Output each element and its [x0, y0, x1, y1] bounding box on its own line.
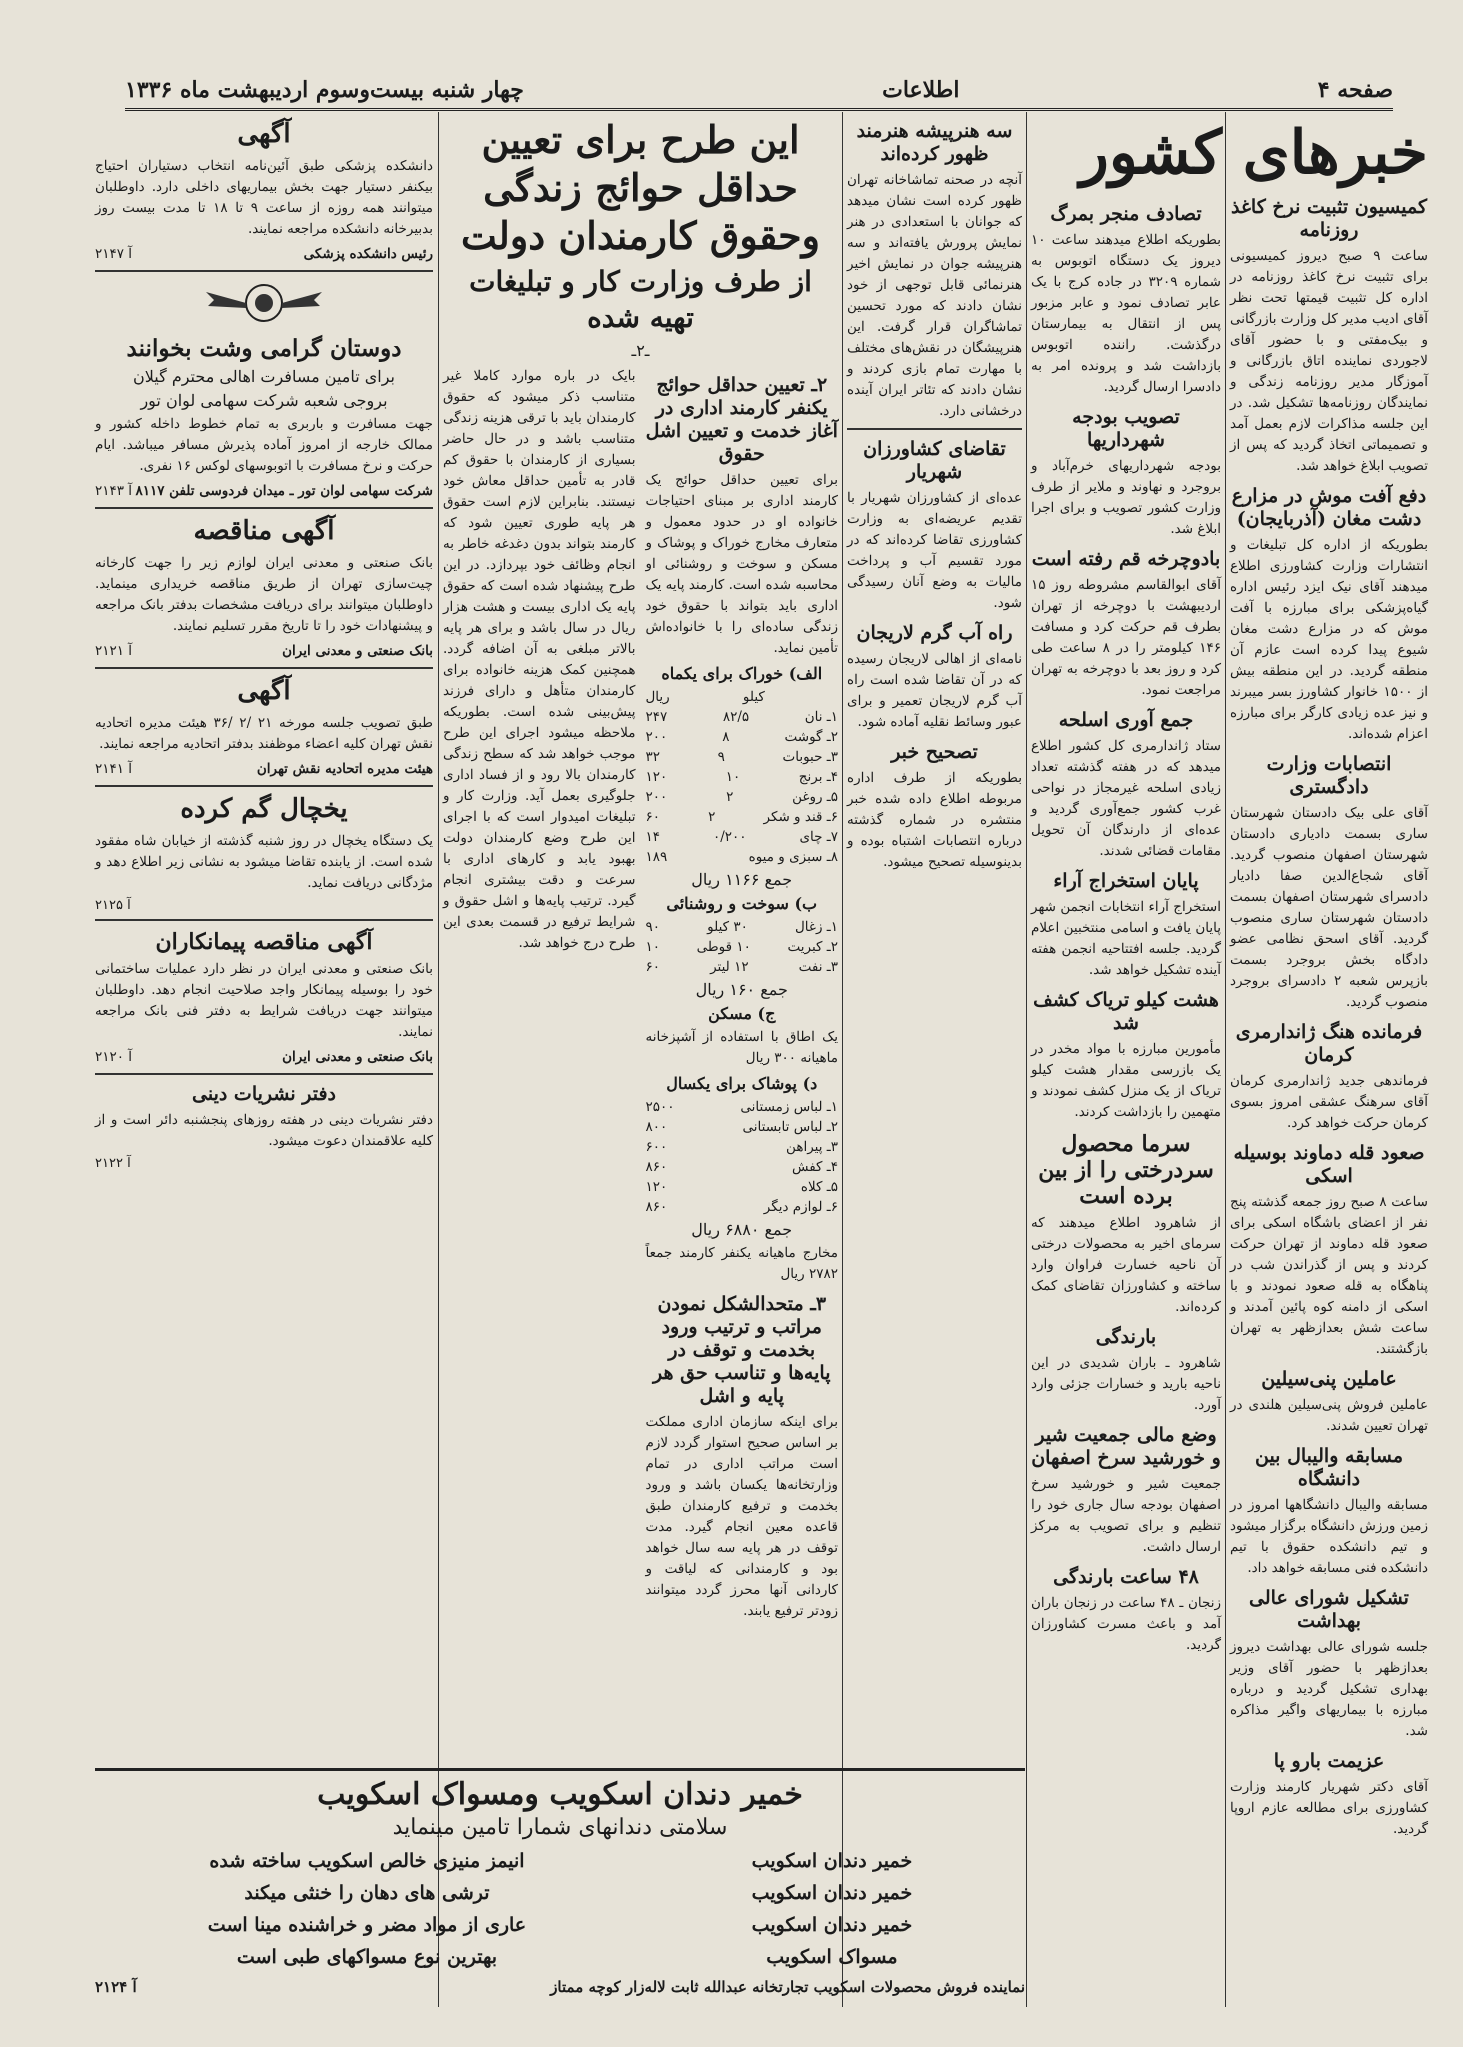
- ad-block: [95, 515, 433, 661]
- ad-code: آ ۲۱۴۳: [95, 483, 133, 499]
- table-cell: ۸۲/۵: [722, 709, 750, 725]
- table-cell: ۱۲۰: [645, 769, 668, 785]
- news-body: شاهرود ـ باران شدیدی در این ناحیه بارید و خسارات جزئی وارد آورد.: [1031, 1355, 1221, 1413]
- news-body: بطوریکه اطلاع میدهند ساعت ۱۰ دیروز یک دستگاه اتوبوس به شماره ۳۲۰۹ در جاده کرج با یک عابر تصادف نمود و عابر مزبور پس از انتقال به بیمارستان درگذشت. راننده اتوبوس بازداشت شد و پرونده امر به دادسرا ارسال گردید.: [1031, 232, 1221, 395]
- table-cell: ۱ـ زغال: [794, 919, 838, 935]
- table-row: [646, 937, 839, 957]
- ad-title: آگهی مناقصه: [193, 516, 335, 546]
- news-item: [1031, 548, 1221, 701]
- news-title: جمع آوری اسلحه: [1058, 709, 1194, 731]
- table-cell: ۳۲: [645, 749, 661, 765]
- unit-label: کیلو: [742, 689, 765, 705]
- article-body: بایک در باره موارد کاملا غیر متناسب ذکر میشود که حقوق کارمندان باید با ترقی هزینه زندگی متناسب باشد و در حال حاضر بسیاری از کارمندان با حقوق کم قادر به تأمین حداقل معاش خود نیستند. بنابراین لازم است حقوق هر پایه طوری تعیین شود که کارمند بتواند بدون دغدغه خاطر به انجام وظائف خود بپردازد. در این طرح پیشنهاد شده است که حقوق پایه یک اداری بیست و هشت هزار ریال در سال باشد و برای هر پایه بالاتر مبلغی به آن اضافه گردد. همچنین کمک هزینه خانواده برای کارمندان متأهل و دارای فرزند پیش‌بینی شده است. بطوریکه ملاحظه میشود اجرای این طرح موجب خواهد شد که سطح زندگی کارمندان بالا رود و از فساد اداری جلوگیری بعمل آید. وزارت کار و تبلیغات امیدوار است که با اجرای این طرح وضع کارمندان دولت بهبود یابد و کارهای اداری با سرعت و دقت بیشتری انجام گیرد. ترتیب پایه‌ها و اشل حقوق و شرایط ترفیع در قسمت بعدی این طرح درج خواهد شد.: [443, 368, 636, 951]
- ad-lines: [95, 1845, 1025, 1973]
- food-total: جمع ۱۱۶۶ ریال: [691, 870, 793, 889]
- divider: [95, 270, 433, 272]
- ad-line: مسواک اسکویب: [766, 1946, 898, 1968]
- table-cell: ۳۰ کیلو: [707, 919, 748, 935]
- news-item: [847, 120, 1022, 422]
- news-title: هشت کیلو تریاک کشف شد: [1033, 989, 1219, 1034]
- news-item: [1031, 709, 1221, 862]
- news-body: ساعت ۸ صبح روز جمعه گذشته پنج نفر از اعضای باشگاه اسکی برای صعود قله دماوند از تهران حرکت کردند و پس از گذراندن شب در پناهگاه به قله صعود نمودند و با اسکی از دامنه کوه پائین آمدند و ساعت شش بعدازظهر به تهران بازگشتند.: [1230, 1194, 1428, 1357]
- ad-title: دفتر نشریات دینی: [192, 1083, 336, 1105]
- ad-body: یک دستگاه یخچال در روز شنبه گذشته از خیابان شاه مفقود شده است. از یابنده تقاضا میشود به نشانی زیر اطلاع دهد و مژدگانی دریافت نماید.: [95, 833, 433, 891]
- table-cell: ۴ـ برنج: [798, 769, 838, 785]
- news-title: فرمانده هنگ ژاندارمری کرمان: [1235, 1021, 1423, 1066]
- ad-title: آگهی: [237, 119, 291, 149]
- news-item: [1230, 485, 1428, 745]
- table-cell: ۱ـ لباس زمستانی: [740, 1099, 838, 1115]
- news-title: سه هنرپیشه هنرمند ظهور کرده‌اند: [856, 120, 1013, 165]
- table-cell: ۸۶۰: [645, 1199, 668, 1215]
- news-item: [1031, 1131, 1221, 1318]
- article-body: برای اینکه سازمان اداری مملکت بر اساس صحیح استوار گردد لازم است مراتب اداری در تمام وزارتخانه‌ها یکسان باشد و ورود بخدمت و ترفیع کارمندان طبق قاعده معین انجام گیرد. مدت توقف در هر پایه سه سال خواهد بود و کارمندانی که لیاقت و کاردانی آنها محرز گردد میتوانند زودتر ترفیع یابند.: [645, 1414, 838, 1619]
- ad-footer: [95, 244, 433, 264]
- table-cell: ۱۰ قوطی: [696, 939, 751, 955]
- ad-block: [95, 118, 433, 264]
- ad-code: آ ۲۱۲۴: [95, 1978, 137, 1996]
- table-cell: ۱ـ نان: [804, 709, 838, 725]
- divider: [95, 507, 433, 509]
- news-item: [847, 438, 1022, 614]
- table-cell: ۲ـ لباس تابستانی: [742, 1119, 838, 1135]
- ad-code: آ ۲۱۲۲: [95, 1156, 131, 1171]
- clothing-table: [646, 1097, 839, 1217]
- news-body: استخراج آراء انتخابات انجمن شهر پایان یافت و اسامی منتخبین اعلام گردید. جلسه افتتاحیه انجمن هفته آینده تشکیل خواهد شد.: [1031, 899, 1221, 978]
- ad-title: خمیر دندان اسکویب ومسواک اسکویب: [317, 1777, 803, 1812]
- page-header: [125, 72, 1393, 111]
- ad-block: [95, 280, 433, 501]
- food-table: [646, 707, 839, 867]
- table-row: [646, 1097, 839, 1117]
- ad-sign: بانک صنعتی و معدنی ایران: [282, 1049, 433, 1065]
- masthead-title: خبرهای کشور: [1079, 118, 1428, 188]
- divider: [95, 667, 433, 669]
- table-cell: ۶۰۰: [645, 1139, 668, 1155]
- table-row: [646, 727, 839, 747]
- table-row: [646, 1137, 839, 1157]
- news-title: ۴۸ ساعت بارندگی: [1053, 1566, 1199, 1588]
- news-item: [847, 741, 1022, 873]
- news-title: سرما محصول سردرختی را از بین برده است: [1038, 1131, 1214, 1209]
- divider: [95, 785, 433, 787]
- column-news-3: [847, 112, 1022, 2017]
- table-row: [646, 917, 839, 937]
- ad-sign: رئیس دانشکده پزشکی: [303, 246, 433, 262]
- ad-footer: [95, 1047, 433, 1067]
- ad-line: بهترین نوع مسواکهای طبی است: [236, 1946, 498, 1968]
- column-rule: [842, 112, 843, 2007]
- issue-date: چهار شنبه بیست‌وسوم اردیبهشت ماه ۱۳۳۶: [125, 77, 524, 103]
- news-body: آنچه در صحنه تماشاخانه تهران ظهور کرده است نشان میدهد که جوانان با استعدادی در هنر نمایش پرورش یافته‌اند و سه هنرپیشه جوان در نمایش اخیر هنرنمائی قابل توجهی از خود نشان دادند که مورد تحسین تماشاگران قرار گرفت. این هنرپیشگان در نقش‌های مختلف با مهارت تمام بازی کردند و نشان دادند که تئاتر ایران آینده درخشانی دارد.: [847, 172, 1022, 419]
- news-body: مسابقه والیبال دانشگاهها امروز در زمین ورزش دانشگاه برگزار میشود و تیم دانشکده حقوق با تیم دانشکده فنی مسابقه خواهد داد.: [1230, 1497, 1428, 1576]
- news-item: [1031, 1424, 1221, 1558]
- table-cell: ۷ـ چای: [799, 829, 838, 845]
- news-item: [1031, 989, 1221, 1123]
- paper-name: اطلاعات: [882, 77, 960, 103]
- news-title: وضع مالی جمعیت شیر و خورشید سرخ اصفهان: [1031, 1424, 1221, 1469]
- news-title: صعود قله دماوند بوسیله اسکی: [1233, 1142, 1425, 1187]
- ad-body: جهت مسافرت و باربری به تمام خطوط داخله کشور و ممالک خارجه از امروز آماده پذیرش مسافر میباشد. ایام حرکت و نرخ مسافرت با اتوبوسهای لوکس ۱۶ نفری.: [95, 416, 433, 474]
- news-title: مسابقه والیبال بین دانشگاه: [1254, 1445, 1404, 1490]
- article-columns: [443, 366, 838, 1626]
- news-item: [1230, 1445, 1428, 1579]
- news-body: از شاهرود اطلاع میدهند که سرمای اخیر به محصولات درختی آن ناحیه خسارت فراوان وارد ساخته و کشاورزان تقاضای کمک کرده‌اند.: [1031, 1215, 1221, 1315]
- table-cell: ۲۰۰: [645, 789, 668, 805]
- ad-sign: بانک صنعتی و معدنی ایران: [282, 643, 433, 659]
- ad-body: بانک صنعتی و معدنی ایران در نظر دارد عملیات ساختمانی خود را بوسیله پیمانکار واجد صلاحیت انجام دهد. داوطلبان میتوانند جهت دریافت شرایط به دفتر فنی بانک مراجعه نمایند.: [95, 961, 433, 1040]
- news-item: [1230, 1368, 1428, 1437]
- winged-logo-icon: [204, 280, 324, 326]
- ad-col-left: [208, 1845, 526, 1973]
- fuel-table: [646, 917, 839, 977]
- ad-body: طبق تصویب جلسه مورخه ۲۱ /۲ /۳۶ هیئت مدیره اتحادیه نقش تهران کلیه اعضاء موظفند بدفتر اتحادیه مراجعه نمایند.: [95, 715, 434, 752]
- table-cell: ۴ـ کفش: [792, 1159, 838, 1175]
- news-title: راه آب گرم لاریجان: [856, 622, 1013, 644]
- table-cell: ۱۸۹: [645, 849, 668, 865]
- news-item: [1230, 1750, 1428, 1840]
- table-cell: ۱۴: [645, 829, 661, 845]
- ad-sign: شرکت سهامی لوان تور ـ میدان فردوسی تلفن ۸۱۱۷: [135, 483, 433, 499]
- news-item: [1230, 1021, 1428, 1134]
- news-item: [1031, 1566, 1221, 1656]
- table-cell: ۰/۲۰۰: [712, 829, 747, 845]
- ad-code: آ ۲۱۴۱: [95, 761, 133, 777]
- table-row: [646, 807, 839, 827]
- ad-body: دفتر نشریات دینی در هفته روزهای پنجشنبه دائر است و از کلیه علاقمندان دعوت میشود.: [95, 1112, 433, 1149]
- table-row: [646, 1177, 839, 1197]
- table-row: [646, 827, 839, 847]
- news-item: [1031, 203, 1221, 398]
- news-title: تصادف منجر بمرگ: [1050, 203, 1202, 225]
- table-row: [646, 1157, 839, 1177]
- fuel-heading: ب) سوخت و روشنائی: [666, 894, 818, 913]
- news-title: دفع آفت موش در مزارع دشت مغان (آذربایجان): [1231, 485, 1427, 530]
- ad-code: آ ۲۱۲۰: [95, 1049, 133, 1065]
- news-item: [847, 622, 1022, 733]
- table-cell: ۲ـ کبریت: [787, 939, 838, 955]
- table-cell: ۱۰: [645, 939, 661, 955]
- table-cell: ۲۰۰: [645, 729, 668, 745]
- news-title: تصحیح خبر: [891, 741, 978, 763]
- table-cell: ۹: [717, 749, 725, 765]
- news-title: بادوچرخه قم رفته است: [1031, 548, 1221, 570]
- housing-heading: ج) مسکن: [708, 1004, 776, 1023]
- divider: [95, 1073, 433, 1075]
- table-cell: ۱۲ لیتر: [710, 959, 749, 975]
- table-cell: ۶ـ قند و شکر: [763, 809, 838, 825]
- news-title: انتصابات وزارت دادگستری: [1266, 753, 1392, 798]
- table-row: [646, 787, 839, 807]
- article-part-number: ـ۲ـ: [631, 341, 650, 360]
- table-cell: ۵ـ کلاه: [800, 1179, 838, 1195]
- section-title: ۳ـ متحدالشکل نمودن مراتب و ترتیب ورود بخدمت و توقف در پایه‌ها و تناسب حق هر پایه و اشل: [653, 1293, 831, 1407]
- table-cell: ۲۴۷: [645, 709, 668, 725]
- news-body: آقای ابوالقاسم مشروطه روز ۱۵ اردیبهشت با دوچرخه از تهران بطرف قم حرکت کرد و مسافت ۱۴۶ کیلومتر را در ۸ ساعت طی کرد و روز بعد با دوچرخه به تهران مراجعت نمود.: [1031, 577, 1221, 698]
- news-body: نامه‌ای از اهالی لاریجان رسیده که در آن تقاضا شده است راه آب گرم لاریجان تعمیر و برای عبور وسائط نقلیه آماده شود.: [847, 651, 1022, 730]
- units-row: [646, 687, 839, 707]
- article-headline: این طرح برای تعیین حداقل حوائج زندگی وحقوق کارمندان دولت: [460, 117, 821, 258]
- article-subheadline: از طرف وزارت کار و تبلیغات تهیه شده: [469, 265, 812, 334]
- table-cell: ۳ـ حبوبات: [782, 749, 838, 765]
- news-body: عده‌ای از کشاورزان شهریار با تقدیم عریضه‌ای به وزارت کشاورزی تقاضا کرده‌اند که در مورد تقسیم آب و پرداخت مالیات به وضع آنان رسیدگی شود.: [847, 490, 1022, 611]
- news-title: بارندگی: [1095, 1326, 1157, 1348]
- toothpaste-ad: [95, 1768, 1025, 2016]
- news-body: جلسه شورای عالی بهداشت دیروز بعدازظهر با حضور آقای وزیر بهداری تشکیل گردید و درباره مبارزه با بیماریهای واگیر مذاکره شد.: [1230, 1639, 1428, 1739]
- ad-footer: [95, 481, 433, 501]
- news-item: [1031, 406, 1221, 540]
- ad-block: [95, 1083, 433, 1171]
- ad-slogan: سلامتی دندانهای شمارا تامین مینماید: [392, 1815, 728, 1840]
- ad-footer: [95, 1977, 1025, 1997]
- ad-block: [95, 675, 433, 779]
- ad-footer: [95, 759, 433, 779]
- ad-block: [95, 793, 433, 913]
- news-body: زنجان ـ ۴۸ ساعت در زنجان باران آمد و باعث مسرت کشاورزان گردید.: [1031, 1595, 1221, 1653]
- divider: [95, 919, 433, 921]
- ad-code: آ ۲۱۴۷: [95, 246, 133, 262]
- table-row: [646, 707, 839, 727]
- ad-line: خمیر دندان اسکویب: [751, 1914, 913, 1936]
- table-cell: ۳ـ نفت: [798, 959, 838, 975]
- news-title: تشکیل شورای عالی بهداشت: [1249, 1587, 1409, 1632]
- table-row: [646, 767, 839, 787]
- ad-body: بانک صنعتی و معدنی ایران لوازم زیر را جهت کارخانه چیت‌سازی تهران از طریق مناقصه خریداری مینماید. داوطلبان میتوانند برای دریافت مشخصات بدفتر بانک مراجعه و پیشنهادات خود را تا تاریخ مقرر تسلیم نمایند.: [95, 555, 433, 634]
- ad-title: آگهی مناقصه پیمانکاران: [155, 929, 373, 955]
- news-body: آقای دکتر شهریار کارمند وزارت کشاورزی برای مطالعه عازم اروپا گردید.: [1230, 1779, 1428, 1837]
- news-body: آقای علی بیک دادستان شهرستان ساری بسمت دادیاری دادستان شهرستان اصفهان منصوب گردید. آقای شجاع‌الدین صفا دادیار دادسرای شهرستان اصفهان بسمت دادستان شهرستان ساری منصوب گردید. آقای اسحق نظامی عضو دادگاه بخش بروجرد بسمت بازپرس شعبه ۲ دادسرای بروجرد منصوب گردید.: [1230, 805, 1428, 1010]
- news-body: فرماندهی جدید ژاندارمری کرمان آقای سرهنگ عشقی امروز بسوی کرمان حرکت خواهد کرد.: [1230, 1073, 1428, 1131]
- news-title: عزیمت بارو پا: [1273, 1750, 1385, 1772]
- news-body: بطوریکه از طرف اداره مربوطه اطلاع داده شده خبر منتشره در شماره گذشته درباره انتصابات اشتباه بوده و بدینوسیله تصحیح میشود.: [847, 770, 1022, 870]
- ad-line: ترشی های دهان را خنثی میکند: [244, 1882, 490, 1904]
- column-rule: [1225, 112, 1226, 2007]
- news-title: تقاضای کشاورزان شهریار: [863, 438, 1006, 483]
- news-body: بودجه شهرداریهای خرم‌آباد و بروجرد و نهاوند و ملایر از طرف وزارت کشور تصویب و برای اجرا ابلاغ شد.: [1031, 458, 1221, 537]
- column-rule: [1026, 112, 1027, 2007]
- news-body: مأمورین مبارزه با مواد مخدر در یک بازرسی مقدار هشت کیلو تریاک از یک منزل کشف نمودند و متهمین را بازداشت کردند.: [1031, 1041, 1221, 1120]
- news-title: کمیسیون تثبیت نرخ کاغذ روزنامه: [1231, 196, 1427, 241]
- column-news-2: [1031, 195, 1221, 2017]
- news-item: [1230, 1142, 1428, 1360]
- table-cell: ۵ـ روغن: [792, 789, 838, 805]
- fuel-total: جمع ۱۶۰ ریال: [695, 980, 788, 999]
- clothing-total: جمع ۶۸۸۰ ریال: [691, 1220, 793, 1239]
- ad-title: آگهی: [237, 676, 291, 706]
- feature-article: [443, 112, 838, 1762]
- ad-line: بروجی شعبه شرکت سهامی لوان تور: [140, 391, 388, 410]
- news-body: ساعت ۹ صبح دیروز کمیسیونی برای تثبیت نرخ کاغذ روزنامه در اداره کل تثبیت قیمتها تحت نظر آقای ادیب مدیر کل وزارت بازرگانی و بیک‌مفتی و با حضور آقای لاجوردی نماینده اتاق بازرگانی و آموزگار مدیر روزنامه زندگی و نمایندگان روزنامه‌ها تشکیل شد. در این جلسه مذاکرات لازم بعمل آمد و تصمیماتی اتخاذ گردید که پس از تصویب ابلاغ خواهد شد.: [1230, 248, 1428, 474]
- news-body: عاملین فروش پنی‌سیلین هلندی در تهران تعیین شدند.: [1230, 1397, 1428, 1434]
- news-title: پایان استخراج آراء: [1053, 870, 1199, 892]
- ad-col-right: [752, 1845, 913, 1973]
- ad-line: خمیر دندان اسکویب: [751, 1850, 913, 1872]
- ad-code: آ ۲۱۲۱: [95, 643, 133, 659]
- news-item: [1031, 870, 1221, 981]
- totals-text: مخارج ماهیانه یکنفر کارمند جمعاً ۲۷۸۲ ریال: [645, 1245, 838, 1282]
- news-item: [1230, 1587, 1428, 1742]
- ad-title: دوستان گرامی وشت بخوانند: [126, 335, 402, 362]
- ad-line: برای تامین مسافرت اهالی محترم گیلان: [132, 367, 395, 386]
- table-cell: ۲۵۰۰: [645, 1099, 675, 1115]
- table-row: [646, 1197, 839, 1217]
- ad-body: دانشکده پزشکی طبق آئین‌نامه انتخاب دستیاران احتیاج بیکنفر دستیار جهت بخش بیماریهای داخلی دارد. داوطلبان میتوانند همه روزه از ساعت ۹ تا ۱۸ تا مدت بیست روز بدبیرخانه دانشکده مراجعه نمایند.: [95, 158, 433, 237]
- news-body: بطوریکه از اداره کل تبلیغات و انتشارات وزارت کشاورزی اطلاع میدهند آقای نیک ایزد رئیس اداره گیاه‌پزشکی برای مبارزه با آفت موش که در مزارع دشت مغان شیوع پیدا کرده است عازم آن منطقه گردید. در این منطقه بیش از ۱۵۰۰ خانوار کشاورز بسر میبرند و نیز عده زیادی کارگر برای مبارزه اعزام شده‌اند.: [1230, 537, 1429, 742]
- news-body: ستاد ژاندارمری کل کشور اطلاع میدهد که در هفته گذشته تعداد زیادی اسلحه غیرمجاز در نواحی غرب کشور جمع‌آوری گردید و عده‌ای از دارندگان آن تحویل مقامات قضائی شدند.: [1031, 738, 1221, 859]
- ad-code: آ ۲۱۲۵: [95, 898, 131, 913]
- column-rule: [438, 112, 439, 2007]
- ad-line: انیمز منیزی خالص اسکویب ساخته شده: [209, 1850, 525, 1872]
- table-cell: ۹۰: [645, 919, 661, 935]
- food-heading: الف) خوراک برای یکماه: [661, 664, 823, 683]
- news-title: عاملین پنی‌سیلین: [1261, 1368, 1397, 1390]
- table-cell: ۸: [722, 729, 730, 745]
- table-row: [646, 847, 839, 867]
- divider: [847, 428, 1022, 430]
- news-body: جمعیت شیر و خورشید سرخ اصفهان بودجه سال جاری خود را تنظیم و برای تصویب به مرکز ارسال داشت.: [1031, 1476, 1221, 1555]
- table-row: [646, 747, 839, 767]
- table-cell: ۳ـ پیراهن: [786, 1139, 838, 1155]
- table-cell: ۱۲۰: [645, 1179, 668, 1195]
- table-cell: ۲: [708, 809, 716, 825]
- table-cell: ۲: [726, 789, 734, 805]
- ad-line: خمیر دندان اسکویب: [751, 1882, 913, 1904]
- table-cell: ۸۰۰: [645, 1119, 668, 1135]
- ad-agent: نماینده فروش محصولات اسکویب تجارتخانه عبدالله ثابت لاله‌زار کوچه ممتاز: [550, 1978, 1025, 1996]
- housing-text: یک اطاق با استفاده از آشپزخانه ماهیانه ۳۰۰ ریال: [645, 1029, 838, 1066]
- article-col-a: [646, 366, 839, 1626]
- page-number: صفحه ۴: [1317, 77, 1393, 103]
- news-title: تصویب بودجه شهرداریها: [1072, 406, 1180, 451]
- table-cell: ۶۰: [645, 959, 661, 975]
- unit-label: ریال: [645, 689, 670, 705]
- table-row: [646, 957, 839, 977]
- table-cell: ۸ـ سبزی و میوه: [748, 849, 838, 865]
- article-body: برای تعیین حداقل حوائج یک کارمند اداری بر مبنای احتیاجات خانواده او در حدود معمول و متعارف مخارج خوراک و پوشاک و مسکن و سوخت و روشنائی او محاسبه شده است. کارمند پایه یک اداری باید بتواند با حقوق خود زندگی ساده‌ای را با خانواده‌اش تأمین نماید.: [645, 472, 838, 656]
- ad-title: یخچال گم کرده: [180, 794, 348, 824]
- table-row: [646, 1117, 839, 1137]
- news-item: [1230, 753, 1428, 1013]
- ad-line: عاری از مواد مضر و خراشنده مینا است: [207, 1914, 527, 1936]
- ad-footer: [95, 641, 433, 661]
- table-cell: ۶ـ لوازم دیگر: [763, 1199, 838, 1215]
- news-item: [1230, 196, 1428, 477]
- table-cell: ۱۰: [725, 769, 741, 785]
- table-cell: ۸۶۰: [645, 1159, 668, 1175]
- news-item: [1031, 1326, 1221, 1416]
- article-col-b: [443, 366, 636, 1626]
- clothing-heading: د) پوشاک برای یکسال: [666, 1074, 818, 1093]
- ad-sign: هیئت مدیره اتحادیه نقش تهران: [256, 761, 433, 777]
- table-cell: ۲ـ گوشت: [784, 729, 838, 745]
- table-cell: ۶۰: [645, 809, 661, 825]
- section-title: ۲ـ تعیین حداقل حوائج یکنفر کارمند اداری در آغاز خدمت و تعیین اشل حقوق: [645, 374, 838, 465]
- ad-block: [95, 929, 433, 1067]
- ads-column: [95, 112, 433, 1762]
